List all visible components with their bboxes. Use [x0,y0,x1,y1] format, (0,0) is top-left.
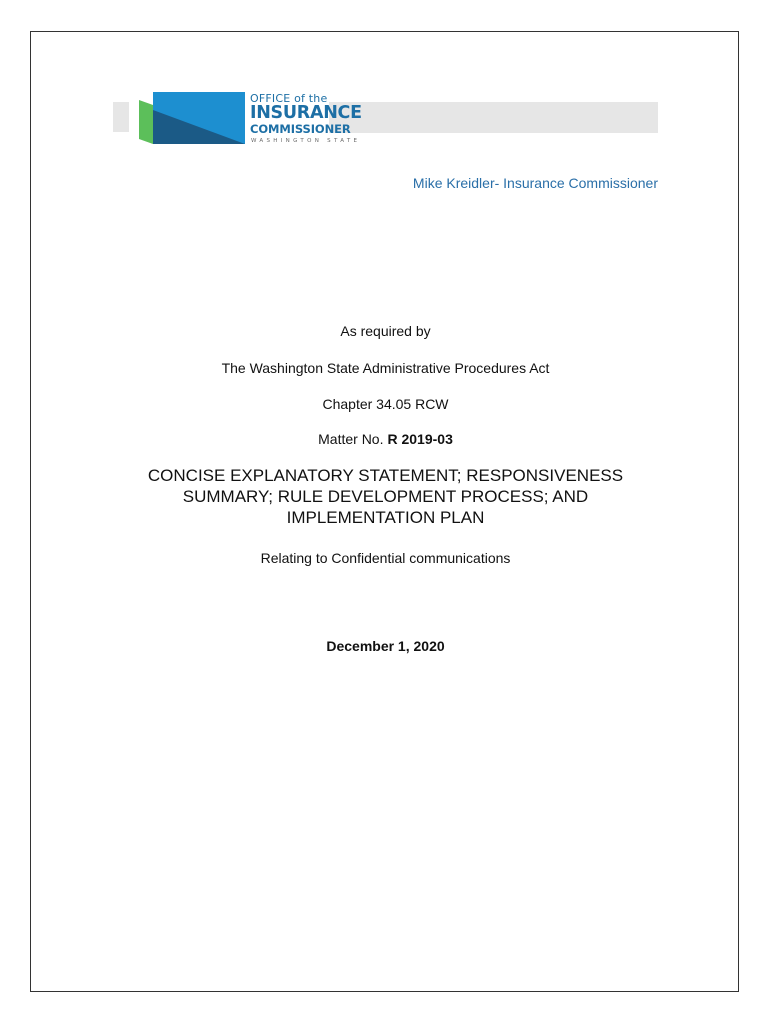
matter-line [31,431,740,447]
document-date: December 1, 2020 [326,638,445,654]
required-by-text: As required by [340,323,431,339]
matter-label: Matter No. [318,431,384,447]
logo-mark-icon [139,92,247,152]
header-bar-right [329,102,658,133]
oic-logo [139,92,362,152]
logo-office-of-the: OFFICE of the [250,92,328,105]
header-bar-left [113,102,129,132]
logo-washington-state: WASHINGTON STATE [251,138,361,144]
title-line-2: SUMMARY; RULE DEVELOPMENT PROCESS; AND [182,487,589,506]
act-text: The Washington State Administrative Procedures Act [221,360,550,376]
document-title [31,465,740,528]
chapter-text: Chapter 34.05 RCW [322,396,449,412]
relating-text: Relating to Confidential communications [260,550,511,566]
document-page [30,31,739,992]
logo-insurance: INSURANCE [250,103,362,123]
logo-commissioner: COMMISSIONER [250,122,351,136]
title-line-3: IMPLEMENTATION PLAN [286,508,485,527]
matter-number: R 2019-03 [387,431,453,447]
commissioner-name: Mike Kreidler- Insurance Commissioner [412,175,658,191]
title-line-1: CONCISE EXPLANATORY STATEMENT; RESPONSIVENESS [147,466,624,485]
